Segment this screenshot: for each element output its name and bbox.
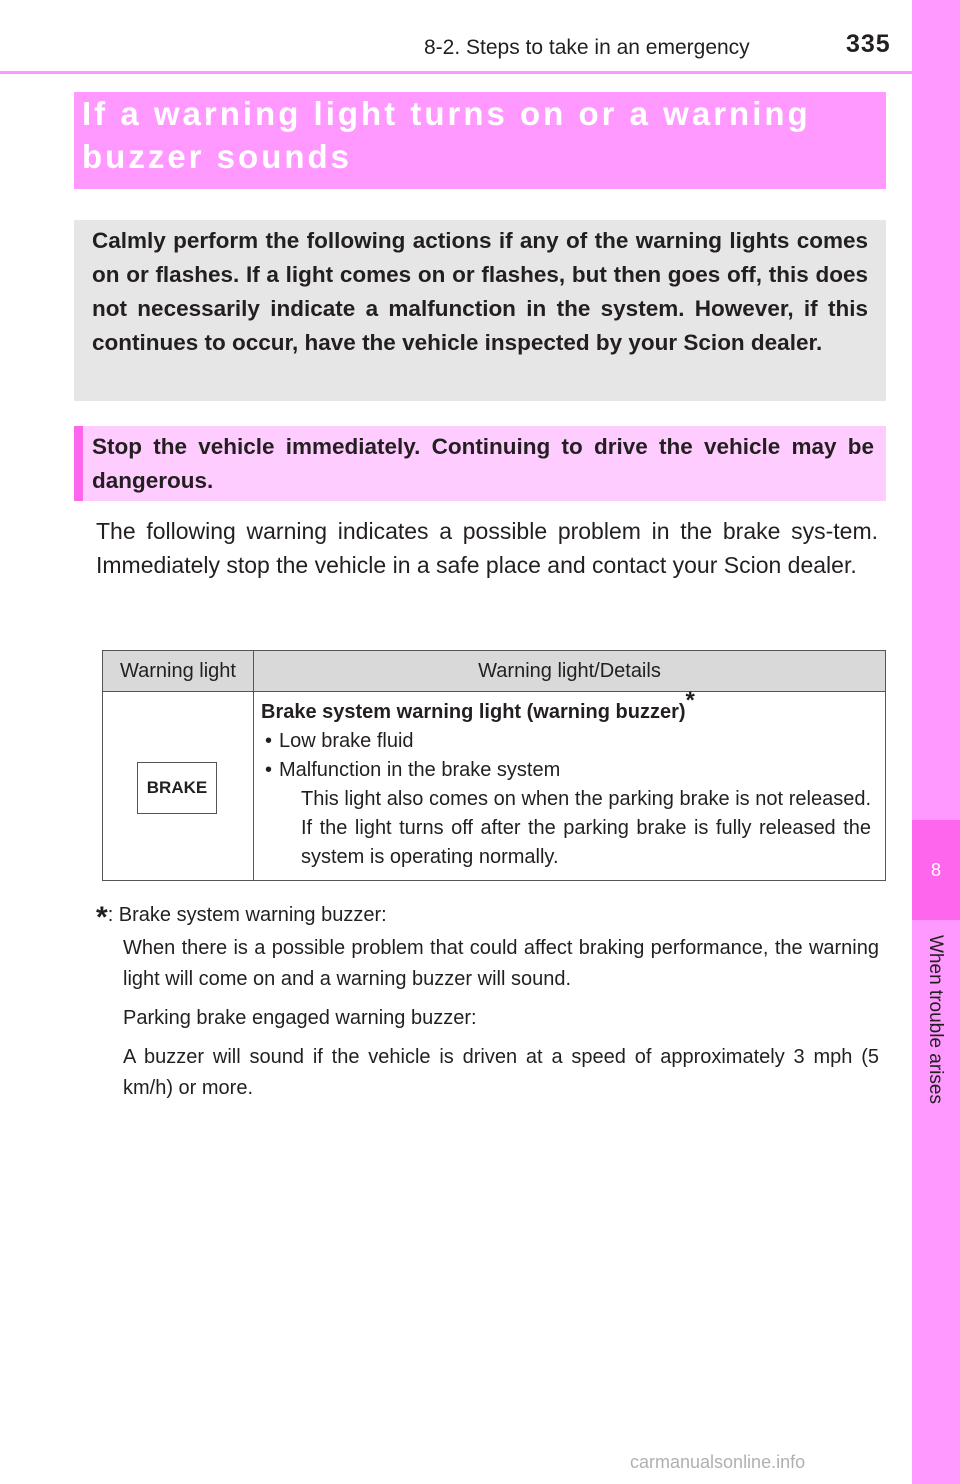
footnote-mark: *: [96, 901, 108, 934]
footnote-paragraph-2: Parking brake engaged warning buzzer:: [123, 1007, 477, 1029]
page-title-line1: If a warning light turns on or a warning: [82, 95, 811, 132]
section-title: 8-2. Steps to take in an emergency: [424, 36, 750, 59]
icon-cell: [103, 692, 254, 881]
brake-warning-icon: BRAKE: [137, 762, 217, 814]
detail-title: Brake system warning light (warning buzzer)*: [261, 687, 695, 723]
watermark: carmanualsonline.info: [630, 1452, 806, 1472]
header-rule: [0, 71, 912, 74]
page-title: [82, 92, 862, 178]
page-title-line2: buzzer sounds: [82, 138, 353, 175]
list-item: • Low brake fluid: [265, 730, 414, 752]
list-item: • Malfunction in the brake system: [265, 759, 561, 781]
body-paragraph: The following warning indicates a possible problem in the brake sys-tem. Immediately stop the vehicle in a safe place and contact your Scion dealer.: [96, 518, 878, 578]
warning-box-bar: [74, 426, 83, 501]
bullet-description: This light also comes on when the parking brake is not released. If the light turns off after the parking brake is fully released the system is operating normally.: [301, 788, 871, 868]
intro-text: Calmly perform the following actions if any of the warning lights comes on or flashes. If a light comes on or flashes, but then goes off, this does not necessarily indicate a malfunction in the system. However, if this continues to occur, have the vehicle inspected by your Scion dealer.: [92, 228, 868, 355]
table-header-details: Warning light/Details: [254, 651, 886, 692]
page-number: 335: [846, 30, 891, 58]
details-cell: [254, 687, 886, 881]
asterisk-mark: *: [685, 687, 695, 715]
table-row: [103, 692, 886, 881]
table-header-warning-light: Warning light: [103, 651, 254, 692]
footnote-paragraph-3: A buzzer will sound if the vehicle is driven at a speed of approximately 3 mph (5 km/h) or more.: [123, 1046, 879, 1099]
warning-text: Stop the vehicle immediately. Continuing to drive the vehicle may be dangerous.: [92, 434, 874, 493]
chapter-number: 8: [930, 860, 941, 880]
footnote-paragraph-1: When there is a possible problem that could affect braking performance, the warning light will come on and a warning buzzer will sound.: [123, 937, 879, 990]
chapter-title: When trouble arises: [925, 935, 946, 1104]
warning-table: [102, 650, 886, 881]
table-header-row: [103, 651, 886, 692]
side-tab-strip: [912, 0, 960, 1484]
footnote-heading: *: Brake system warning buzzer:: [96, 901, 387, 934]
